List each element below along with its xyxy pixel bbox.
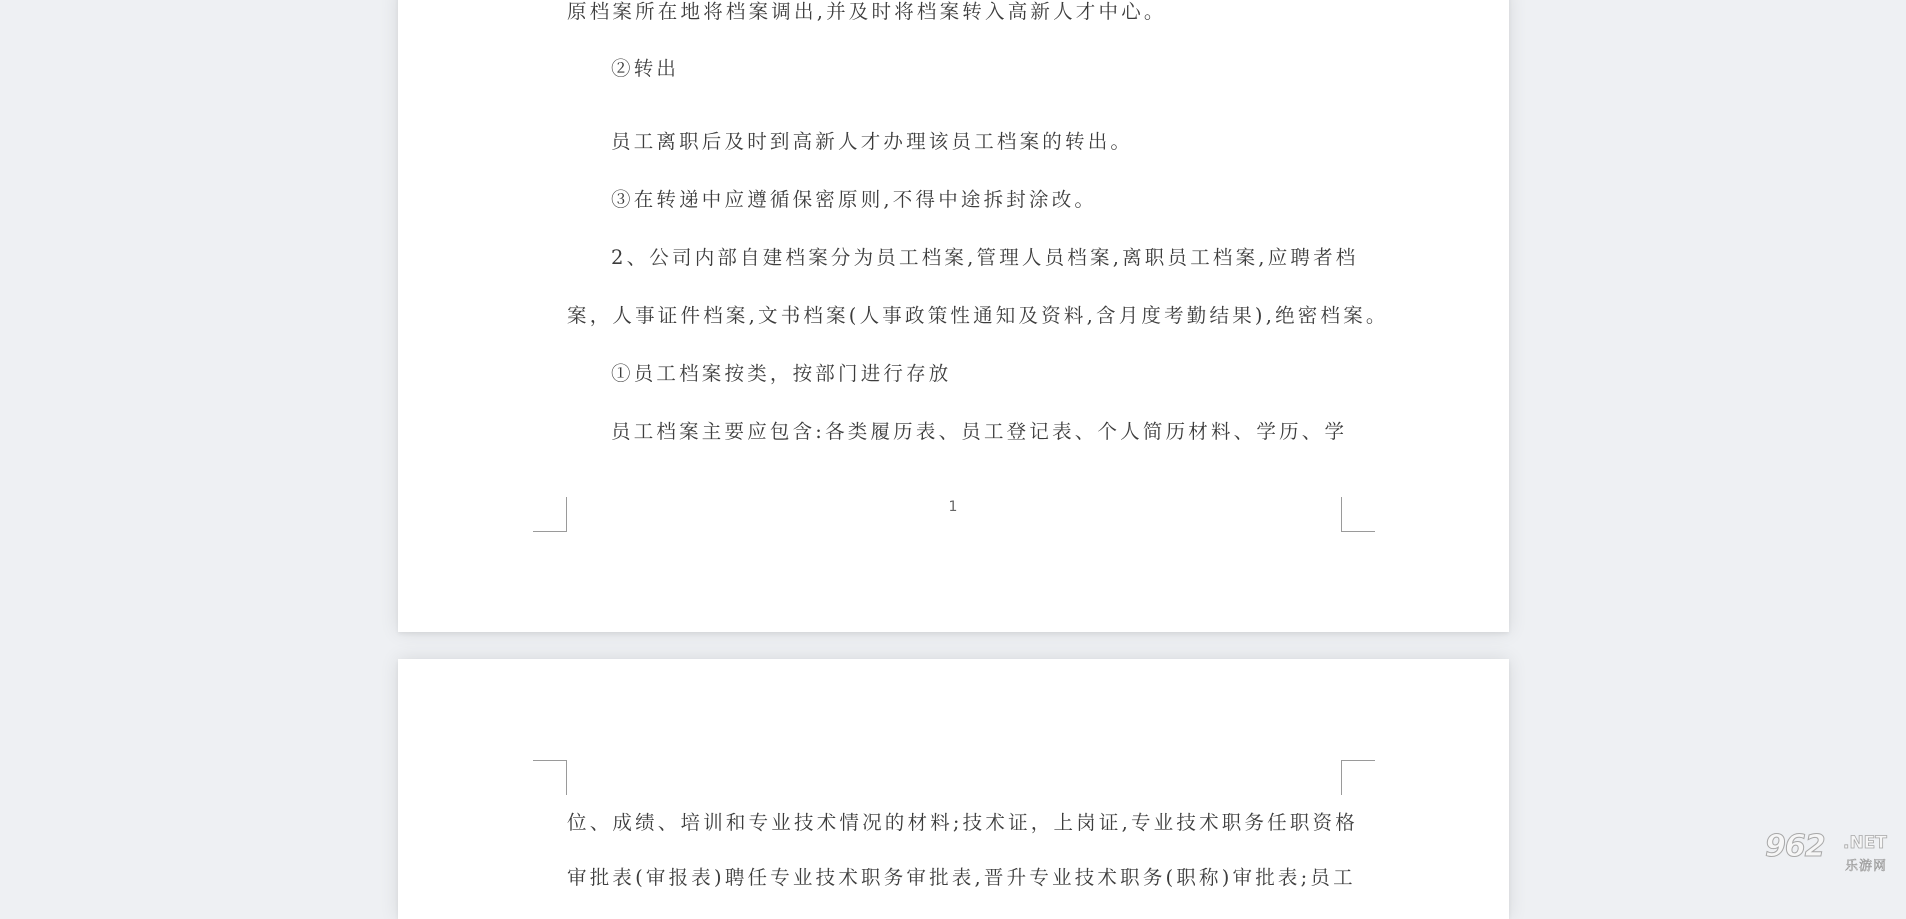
site-watermark bbox=[1765, 829, 1900, 873]
watermark-subtitle: 乐游网 bbox=[1845, 859, 1888, 874]
paragraph-line: 2、公司内部自建档案分为员工档案,管理人员档案,离职员工档案,应聘者档 bbox=[611, 246, 1359, 269]
paragraph-line: ③在转递中应遵循保密原则,不得中途拆封涂改。 bbox=[611, 188, 1098, 211]
paragraph-line: 员工离职后及时到高新人才办理该员工档案的转出。 bbox=[611, 130, 1134, 153]
paragraph-line: 案，人事证件档案,文书档案(人事政策性通知及资料,含月度考勤结果),绝密档案。 bbox=[567, 304, 1389, 327]
paragraph-line: 位、成绩、培训和专业技术情况的材料;技术证，上岗证,专业技术职务任职资格 bbox=[567, 811, 1358, 834]
paragraph-line: ②转出 bbox=[611, 57, 680, 80]
paragraph-line: 原档案所在地将档案调出,并及时将档案转入高新人才中心。 bbox=[567, 0, 1167, 23]
margin-corner-top-left bbox=[533, 760, 567, 795]
paragraph-line: 员工档案主要应包含:各类履历表、员工登记表、个人简历材料、学历、学 bbox=[611, 420, 1348, 443]
watermark-brand: 962 bbox=[1765, 829, 1825, 864]
margin-corner-top-right bbox=[1341, 760, 1375, 795]
page-number: 1 bbox=[948, 499, 958, 515]
paragraph-line: ①员工档案按类，按部门进行存放 bbox=[611, 362, 952, 385]
watermark-suffix: .NET bbox=[1843, 833, 1887, 853]
paragraph-line: 审批表(审报表)聘任专业技术职务审批表,晋升专业技术职务(职称)审批表;员工 bbox=[567, 866, 1356, 889]
